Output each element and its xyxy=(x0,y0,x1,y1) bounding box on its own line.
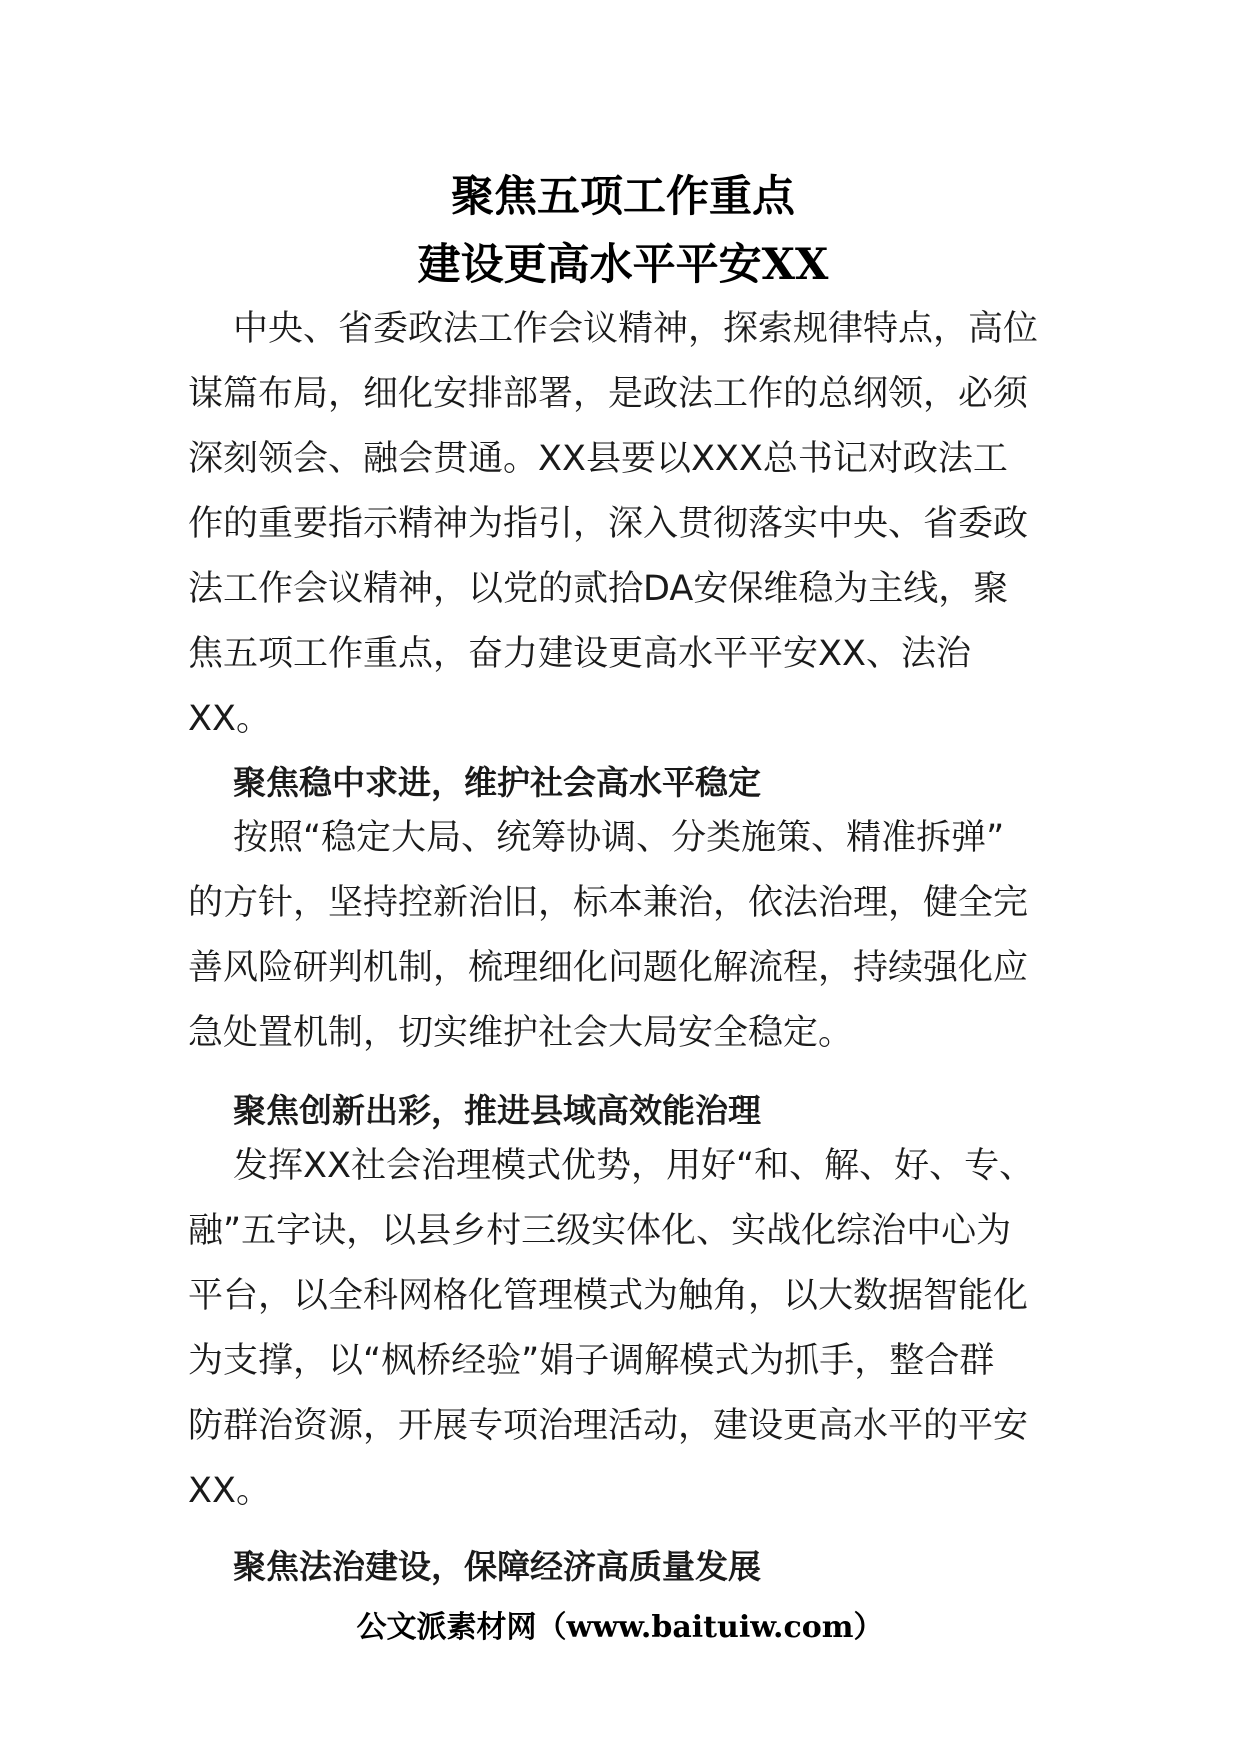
document-title-line-2: 建设更高水平平安XX xyxy=(417,240,829,290)
paragraph-line: XX。 xyxy=(188,699,271,739)
document-title-line-1: 聚焦五项工作重点 xyxy=(451,172,795,222)
section-heading-stability: 聚焦稳中求进，维护社会高水平稳定 xyxy=(233,763,761,802)
paragraph-line: 融”五字诀，以县乡村三级实体化、实战化综治中心为 xyxy=(188,1211,1012,1251)
paragraph-line: 焦五项工作重点，奋力建设更高水平平安XX、法治 xyxy=(188,634,971,674)
paragraph-line: 防群治资源，开展专项治理活动，建设更高水平的平安 xyxy=(188,1406,1029,1446)
footer-watermark: 公文派素材网（www.baituiw.com） xyxy=(356,1610,884,1645)
paragraph-line: 中央、省委政法工作会议精神，探索规律特点，高位 xyxy=(233,309,1039,349)
paragraph-line: 平台，以全科网格化管理模式为触角，以大数据智能化 xyxy=(188,1276,1029,1316)
paragraph-line: 急处置机制，切实维护社会大局安全稳定。 xyxy=(188,1013,854,1053)
paragraph-line: XX。 xyxy=(188,1471,271,1511)
paragraph-stability xyxy=(188,806,1058,1066)
paragraph-line: 为支撑，以“枫桥经验”娟子调解模式为抓手，整合群 xyxy=(188,1341,995,1381)
document-page xyxy=(188,0,1058,1754)
paragraph-innovation xyxy=(188,1134,1058,1524)
paragraph-intro xyxy=(188,297,1058,752)
section-heading-rule-of-law: 聚焦法治建设，保障经济高质量发展 xyxy=(233,1547,761,1586)
paragraph-line: 按照“稳定大局、统筹协调、分类施策、精准拆弹” xyxy=(233,818,1005,858)
paragraph-line: 善风险研判机制，梳理细化问题化解流程，持续强化应 xyxy=(188,948,1029,988)
paragraph-line: 谋篇布局，细化安排部署，是政法工作的总纲领，必须 xyxy=(188,374,1029,414)
section-heading-innovation: 聚焦创新出彩，推进县域高效能治理 xyxy=(233,1091,761,1130)
paragraph-line: 法工作会议精神，以党的贰拾DA安保维稳为主线，聚 xyxy=(188,569,1009,609)
paragraph-line: 发挥XX社会治理模式优势，用好“和、解、好、专、 xyxy=(233,1146,1035,1186)
paragraph-line: 作的重要指示精神为指引，深入贯彻落实中央、省委政 xyxy=(188,504,1029,544)
paragraph-line: 深刻领会、融会贯通。XX县要以XXX总书记对政法工 xyxy=(188,439,1008,479)
paragraph-line: 的方针，坚持控新治旧，标本兼治，依法治理，健全完 xyxy=(188,883,1029,923)
